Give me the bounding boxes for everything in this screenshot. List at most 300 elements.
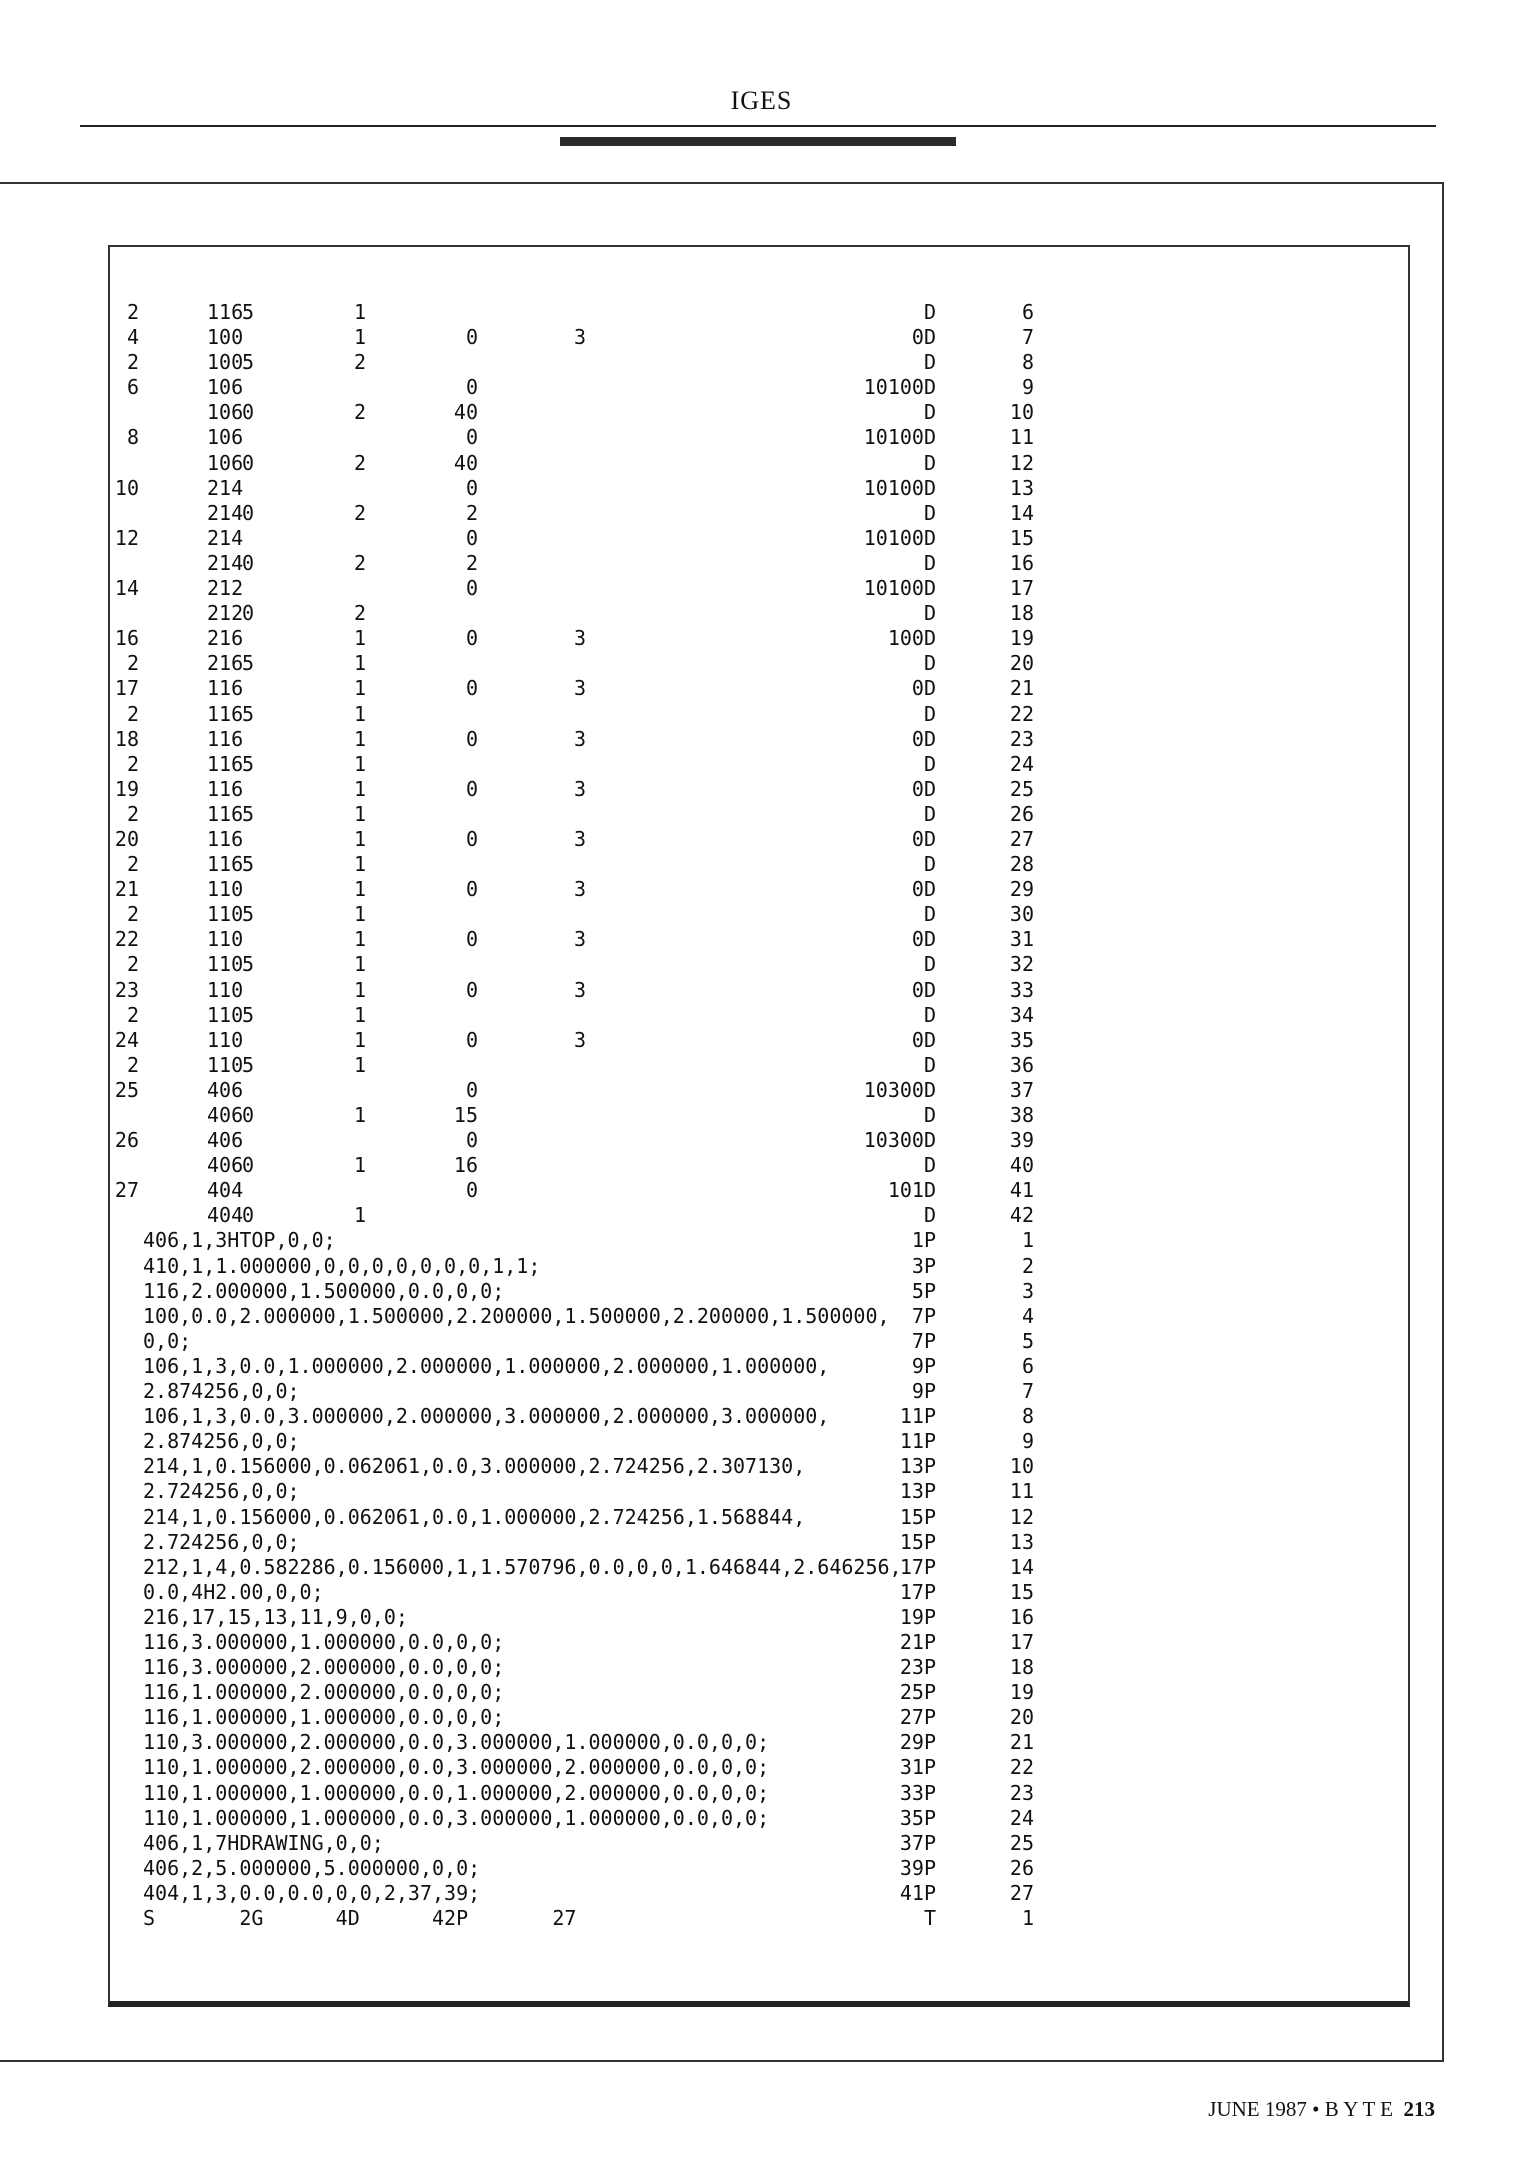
section-code: 10100D [863,475,936,500]
directory-entry-row [0,476,1300,501]
entity-type-number: 106 [207,400,244,425]
sequence-number: 39 [1009,1128,1034,1153]
directory-field: 5 [241,1002,254,1027]
section-code: D [923,852,936,877]
directory-field: 5 [241,350,254,375]
parameter-text: 0,0; [143,1328,192,1353]
directory-field: 19 [114,776,139,801]
directory-field: 1 [353,927,366,952]
directory-entry-row [0,350,1300,375]
directory-entry-row [0,325,1300,350]
directory-field: 2 [465,500,478,525]
section-code: D [923,400,936,425]
directory-entry-row [0,1053,1300,1078]
directory-entry-row [0,651,1300,676]
sequence-number: 10 [1009,400,1034,425]
directory-field: 1 [353,1052,366,1077]
directory-field: 5 [241,952,254,977]
parameter-data-row [0,1379,1300,1404]
running-header-title: IGES [730,86,793,115]
section-code: 15P [899,1504,936,1529]
parameter-data-row [0,1479,1300,1504]
parameter-text: 100,0.0,2.000000,1.500000,2.200000,1.500000,2.200000,1.500000, [143,1303,890,1328]
section-code: 10100D [863,525,936,550]
entity-type-number: 116 [207,726,244,751]
section-code: D [923,952,936,977]
sequence-number: 4 [1021,1303,1034,1328]
directory-field: 2 [353,400,366,425]
sequence-number: 14 [1009,1554,1034,1579]
directory-field: 0 [241,601,254,626]
directory-field: 24 [114,1027,139,1052]
sequence-number: 33 [1009,977,1034,1002]
section-code: 27P [899,1705,936,1730]
section-code: D [923,1002,936,1027]
section-code: 0D [911,325,936,350]
section-code: 10300D [863,1128,936,1153]
section-code: 10100D [863,425,936,450]
directory-field: 2 [353,350,366,375]
directory-entry-row [0,551,1300,576]
sequence-number: 32 [1009,952,1034,977]
directory-field: 2 [126,751,139,776]
sequence-number: 24 [1009,1805,1034,1830]
parameter-text: 406,1,7HDRAWING,0,0; [143,1830,384,1855]
parameter-data-row [0,1505,1300,1530]
section-code: D [923,601,936,626]
sequence-number: 15 [1009,525,1034,550]
section-code: 11P [899,1404,936,1429]
parameter-text: 410,1,1.000000,0,0,0,0,0,0,0,1,1; [143,1253,541,1278]
directory-entry-row [0,1203,1300,1228]
directory-field: 1 [353,952,366,977]
sequence-number: 17 [1009,576,1034,601]
section-code: 9P [911,1379,936,1404]
directory-entry-row [0,1003,1300,1028]
directory-field: 1 [353,801,366,826]
parameter-text: 2.874256,0,0; [143,1429,300,1454]
directory-field: 1 [353,676,366,701]
sequence-number: 21 [1009,1730,1034,1755]
entity-type-number: 116 [207,801,244,826]
entity-type-number: 116 [207,676,244,701]
parameter-text: 2.724256,0,0; [143,1479,300,1504]
entity-type-number: 406 [207,1103,244,1127]
directory-field: 1 [353,902,366,927]
entity-type-number: 110 [207,1002,244,1027]
footer-issue: JUNE 1987 • B Y T E [1208,2097,1393,2121]
sequence-number: 37 [1009,1077,1034,1102]
section-code: D [923,801,936,826]
directory-field: 12 [114,525,139,550]
sequence-number: 42 [1009,1203,1034,1228]
sequence-number: 40 [1009,1153,1034,1178]
section-code: 19P [899,1604,936,1629]
section-code: 29P [899,1730,936,1755]
directory-entry-row [0,1078,1300,1103]
directory-field: 0 [465,576,478,601]
directory-entry-row [0,852,1300,877]
sequence-number: 1 [1021,1228,1034,1253]
directory-field: 0 [241,550,254,575]
parameter-text: 406,1,3HTOP,0,0; [143,1228,336,1253]
directory-field: 1 [353,977,366,1002]
section-code: 15P [899,1529,936,1554]
sequence-number: 25 [1009,776,1034,801]
directory-field: 2 [126,701,139,726]
parameter-text: 110,1.000000,1.000000,0.0,1.000000,2.000000,0.0,0,0; [143,1780,770,1805]
directory-field: 1 [353,626,366,651]
directory-field: 2 [126,952,139,977]
sequence-number: 27 [1009,826,1034,851]
directory-field: 5 [241,651,254,676]
section-code: 0D [911,1027,936,1052]
directory-field: 1 [353,300,366,324]
sequence-number: 26 [1009,801,1034,826]
directory-field: 3 [573,726,586,751]
directory-field: 0 [465,726,478,751]
section-code: D [923,902,936,927]
sequence-number: 38 [1009,1103,1034,1127]
entity-type-number: 110 [207,1052,244,1077]
directory-field: 0 [241,400,254,425]
entity-type-number: 214 [207,525,244,550]
directory-field: 1 [353,325,366,350]
parameter-data-row [0,1781,1300,1806]
directory-field: 16 [114,626,139,651]
sequence-number: 22 [1009,701,1034,726]
section-code: 11P [899,1429,936,1454]
section-code: D [923,450,936,475]
directory-field: 25 [114,1077,139,1102]
directory-entry-row [0,777,1300,802]
directory-entry-row [0,425,1300,450]
directory-entry-row [0,727,1300,752]
sequence-number: 6 [1021,300,1034,324]
directory-field: 2 [126,651,139,676]
entity-type-number: 116 [207,776,244,801]
directory-field: 15 [453,1103,478,1127]
section-code: 35P [899,1805,936,1830]
section-code: D [923,701,936,726]
directory-field: 20 [114,826,139,851]
iges-listing [0,300,1300,1931]
parameter-text: 116,1.000000,1.000000,0.0,0,0; [143,1705,505,1730]
section-code: 101D [887,1178,936,1203]
parameter-data-row [0,1530,1300,1555]
sequence-number: 7 [1021,325,1034,350]
directory-field: 0 [465,626,478,651]
directory-field: 3 [573,977,586,1002]
entity-type-number: 216 [207,651,244,676]
parameter-data-row [0,1806,1300,1831]
parameter-text: 116,3.000000,2.000000,0.0,0,0; [143,1655,505,1680]
directory-field: 22 [114,927,139,952]
directory-field: 1 [353,1103,366,1127]
section-code: T [923,1906,936,1930]
directory-entry-row [0,400,1300,425]
section-code: D [923,350,936,375]
parameter-data-row [0,1228,1300,1253]
entity-type-number: 110 [207,902,244,927]
section-code: 33P [899,1780,936,1805]
sequence-number: 8 [1021,1404,1034,1429]
entity-type-number: 116 [207,701,244,726]
parameter-data-row [0,1680,1300,1705]
parameter-text: 110,1.000000,2.000000,0.0,3.000000,2.000000,0.0,0,0; [143,1755,770,1780]
parameter-data-row [0,1655,1300,1680]
parameter-text: 106,1,3,0.0,1.000000,2.000000,1.000000,2.000000,1.000000, [143,1353,830,1378]
sequence-number: 30 [1009,902,1034,927]
entity-type-number: 214 [207,475,244,500]
entity-type-number: 116 [207,826,244,851]
sequence-number: 28 [1009,852,1034,877]
directory-field: 2 [126,801,139,826]
directory-field: 10 [114,475,139,500]
sequence-number: 22 [1009,1755,1034,1780]
sequence-number: 8 [1021,350,1034,375]
sequence-number: 21 [1009,676,1034,701]
sequence-number: 6 [1021,1353,1034,1378]
entity-type-number: 212 [207,576,244,601]
section-code: 7P [911,1328,936,1353]
directory-field: 1 [353,776,366,801]
section-code: 21P [899,1629,936,1654]
sequence-number: 16 [1009,550,1034,575]
directory-field: 18 [114,726,139,751]
sequence-number: 12 [1009,1504,1034,1529]
directory-field: 2 [353,601,366,626]
sequence-number: 34 [1009,1002,1034,1027]
directory-field: 0 [465,325,478,350]
entity-type-number: 106 [207,375,244,400]
sequence-number: 15 [1009,1579,1034,1604]
sequence-number: 18 [1009,601,1034,626]
section-code: D [923,1103,936,1127]
sequence-number: 41 [1009,1178,1034,1203]
section-code: 9P [911,1353,936,1378]
directory-field: 2 [126,1052,139,1077]
directory-field: 5 [241,902,254,927]
sequence-number: 23 [1009,1780,1034,1805]
sequence-number: 11 [1009,425,1034,450]
page-number: 213 [1403,2097,1435,2121]
terminate-text: S 2G 4D 42P 27 [143,1906,577,1930]
directory-entry-row [0,1178,1300,1203]
sequence-number: 9 [1021,375,1034,400]
parameter-text: 2.874256,0,0; [143,1379,300,1404]
directory-entry-row [0,526,1300,551]
sequence-number: 23 [1009,726,1034,751]
entity-type-number: 116 [207,751,244,776]
parameter-text: 110,3.000000,2.000000,0.0,3.000000,1.000000,0.0,0,0; [143,1730,770,1755]
directory-entry-row [0,1028,1300,1053]
directory-field: 0 [465,676,478,701]
directory-field: 0 [241,1153,254,1178]
entity-type-number: 110 [207,877,244,902]
directory-field: 5 [241,701,254,726]
directory-field: 0 [465,776,478,801]
entity-type-number: 214 [207,500,244,525]
entity-type-number: 406 [207,1128,244,1153]
section-code: 5P [911,1278,936,1303]
directory-field: 40 [453,400,478,425]
directory-field: 1 [353,701,366,726]
parameter-data-row [0,1329,1300,1354]
section-code: D [923,1052,936,1077]
directory-field: 3 [573,626,586,651]
section-code: 17P [899,1579,936,1604]
section-code: 25P [899,1680,936,1705]
directory-field: 0 [241,450,254,475]
sequence-number: 1 [1021,1906,1034,1930]
sequence-number: 18 [1009,1655,1034,1680]
sequence-number: 13 [1009,475,1034,500]
directory-field: 16 [453,1153,478,1178]
directory-field: 40 [453,450,478,475]
directory-field: 0 [241,1103,254,1127]
terminate-row [0,1906,1300,1931]
directory-field: 1 [353,751,366,776]
section-code: 10300D [863,1077,936,1102]
parameter-data-row [0,1404,1300,1429]
directory-field: 3 [573,776,586,801]
parameter-text: 2.724256,0,0; [143,1529,300,1554]
sequence-number: 29 [1009,877,1034,902]
section-code: 39P [899,1855,936,1880]
section-code: 3P [911,1253,936,1278]
directory-entry-row [0,375,1300,400]
parameter-data-row [0,1279,1300,1304]
section-code: 0D [911,877,936,902]
sequence-number: 31 [1009,927,1034,952]
sequence-number: 2 [1021,1253,1034,1278]
directory-field: 1 [353,726,366,751]
sequence-number: 16 [1009,1604,1034,1629]
entity-type-number: 110 [207,977,244,1002]
directory-entry-row [0,802,1300,827]
section-code: 0D [911,826,936,851]
parameter-data-row [0,1705,1300,1730]
parameter-data-row [0,1454,1300,1479]
section-code: 13P [899,1454,936,1479]
directory-field: 0 [465,1077,478,1102]
section-code: 10100D [863,375,936,400]
directory-field: 0 [465,977,478,1002]
entity-type-number: 110 [207,1027,244,1052]
parameter-text: 404,1,3,0.0,0.0,0,0,2,37,39; [143,1880,481,1905]
directory-entry-row [0,676,1300,701]
directory-entry-row [0,978,1300,1003]
parameter-data-row [0,1881,1300,1906]
entity-type-number: 106 [207,425,244,450]
parameter-data-row [0,1730,1300,1755]
entity-type-number: 100 [207,350,244,375]
entity-type-number: 214 [207,550,244,575]
directory-field: 2 [353,450,366,475]
entity-type-number: 212 [207,601,244,626]
directory-field: 2 [126,1002,139,1027]
sequence-number: 35 [1009,1027,1034,1052]
directory-field: 6 [126,375,139,400]
section-code: D [923,500,936,525]
parameter-text: 110,1.000000,1.000000,0.0,3.000000,1.000000,0.0,0,0; [143,1805,770,1830]
entity-type-number: 404 [207,1178,244,1203]
header-bar [560,137,956,146]
directory-entry-row [0,626,1300,651]
directory-field: 0 [465,425,478,450]
section-code: 0D [911,776,936,801]
parameter-text: 406,2,5.000000,5.000000,0,0; [143,1855,481,1880]
directory-field: 0 [465,1027,478,1052]
entity-type-number: 406 [207,1077,244,1102]
sequence-number: 9 [1021,1429,1034,1454]
directory-field: 5 [241,852,254,877]
parameter-data-row [0,1831,1300,1856]
section-code: 7P [911,1303,936,1328]
directory-entry-row [0,1103,1300,1128]
directory-field: 1 [353,1027,366,1052]
directory-field: 27 [114,1178,139,1203]
directory-entry-row [0,702,1300,727]
directory-field: 1 [353,877,366,902]
directory-entry-row [0,927,1300,952]
directory-field: 26 [114,1128,139,1153]
section-code: D [923,1203,936,1228]
sequence-number: 11 [1009,1479,1034,1504]
parameter-data-row [0,1755,1300,1780]
section-code: 23P [899,1655,936,1680]
directory-entry-row [0,451,1300,476]
section-code: 17P [899,1554,936,1579]
directory-field: 0 [465,375,478,400]
directory-field: 0 [241,1203,254,1228]
sequence-number: 12 [1009,450,1034,475]
sequence-number: 14 [1009,500,1034,525]
directory-field: 3 [573,927,586,952]
directory-field: 1 [353,826,366,851]
directory-field: 5 [241,801,254,826]
sequence-number: 25 [1009,1830,1034,1855]
directory-field: 8 [126,425,139,450]
directory-field: 1 [353,1203,366,1228]
parameter-data-row [0,1304,1300,1329]
directory-field: 5 [241,1052,254,1077]
sequence-number: 26 [1009,1855,1034,1880]
parameter-text: 214,1,0.156000,0.062061,0.0,1.000000,2.724256,1.568844, [143,1504,806,1529]
parameter-text: 116,1.000000,2.000000,0.0,0,0; [143,1680,505,1705]
directory-entry-row [0,1153,1300,1178]
directory-field: 5 [241,300,254,324]
parameter-text: 116,3.000000,1.000000,0.0,0,0; [143,1629,505,1654]
entity-type-number: 116 [207,300,244,324]
parameter-text: 212,1,4,0.582286,0.156000,1,1.570796,0.0,0,0,1.646844,2.646256, [143,1554,902,1579]
directory-entry-row [0,877,1300,902]
section-code: D [923,751,936,776]
section-code: D [923,300,936,324]
entity-type-number: 404 [207,1203,244,1228]
section-code: D [923,1153,936,1178]
directory-field: 1 [353,1153,366,1178]
parameter-data-row [0,1254,1300,1279]
entity-type-number: 216 [207,626,244,651]
section-code: 13P [899,1479,936,1504]
directory-field: 3 [573,877,586,902]
directory-field: 3 [573,676,586,701]
directory-field: 0 [465,927,478,952]
sequence-number: 5 [1021,1328,1034,1353]
directory-field: 3 [573,826,586,851]
